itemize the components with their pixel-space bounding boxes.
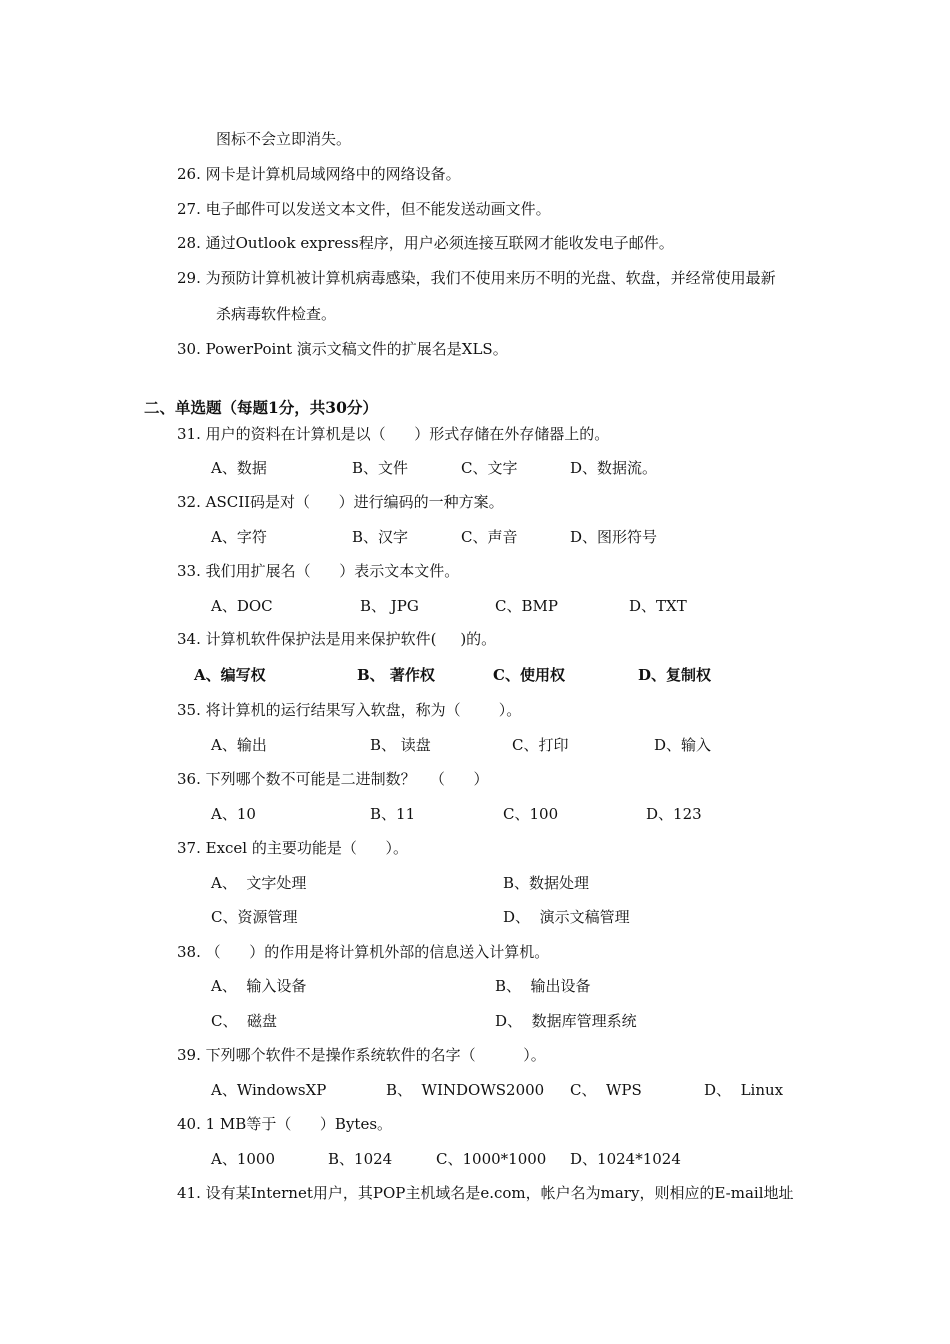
question-37-option-c: C、资源管理 xyxy=(211,908,298,926)
section-title-single-choice: 二、单选题（每题1分，共30分） xyxy=(144,398,378,417)
question-34-option-c: C、使用权 xyxy=(493,666,565,684)
question-38-option-a: A、 输入设备 xyxy=(211,977,307,995)
question-32-option-b: B、汉字 xyxy=(352,528,409,546)
question-33-option-c: C、BMP xyxy=(495,597,558,615)
question-35-option-c: C、打印 xyxy=(512,736,569,754)
question-37-option-d: D、 演示文稿管理 xyxy=(503,908,630,926)
statement-26: 26. 网卡是计算机局域网络中的网络设备。 xyxy=(177,165,461,183)
question-41-stem: 41. 设有某Internet用户，其POP主机域名是e.com，帐户名为mary，则相应的E-mail地址 xyxy=(177,1184,794,1202)
question-31-option-b: B、文件 xyxy=(352,459,409,477)
question-36-stem: 36. 下列哪个数不可能是二进制数？ （ ） xyxy=(177,770,489,788)
question-36-option-d: D、123 xyxy=(646,805,702,823)
question-36-option-a: A、10 xyxy=(211,805,256,823)
statement-29-continuation: 杀病毒软件检查。 xyxy=(216,305,337,323)
question-35-option-a: A、输出 xyxy=(211,736,267,754)
question-40-option-c: C、1000*1000 xyxy=(436,1150,547,1168)
question-33-option-a: A、DOC xyxy=(211,597,273,615)
question-39-option-a: A、WindowsXP xyxy=(211,1081,327,1099)
question-33-option-d: D、TXT xyxy=(629,597,687,615)
question-37-stem: 37. Excel 的主要功能是（ ）。 xyxy=(177,839,408,857)
question-40-stem: 40. 1 MB等于（ ）Bytes。 xyxy=(177,1115,393,1133)
question-33-stem: 33. 我们用扩展名（ ）表示文本文件。 xyxy=(177,562,460,580)
question-38-option-c: C、 磁盘 xyxy=(211,1012,278,1030)
question-39-option-c: C、 WPS xyxy=(570,1081,642,1099)
question-40-option-d: D、1024*1024 xyxy=(570,1150,681,1168)
question-35-stem: 35. 将计算机的运行结果写入软盘，称为（ ）。 xyxy=(177,701,522,719)
question-32-stem: 32. ASCII码是对（ ）进行编码的一种方案。 xyxy=(177,493,504,511)
question-34-option-b: B、 著作权 xyxy=(357,666,435,684)
question-32-option-d: D、图形符号 xyxy=(570,528,658,546)
question-31-stem: 31. 用户的资料在计算机是以（ ）形式存储在外存储器上的。 xyxy=(177,425,610,443)
question-39-option-d: D、 Linux xyxy=(704,1081,784,1099)
question-32-option-a: A、字符 xyxy=(211,528,267,546)
question-35-option-b: B、 读盘 xyxy=(370,736,431,754)
question-38-option-d: D、 数据库管理系统 xyxy=(495,1012,637,1030)
statement-30: 30. PowerPoint 演示文稿文件的扩展名是XLS。 xyxy=(177,340,508,358)
question-31-option-a: A、数据 xyxy=(211,459,267,477)
question-34-stem: 34. 计算机软件保护法是用来保护软件( )的。 xyxy=(177,630,497,648)
question-32-option-c: C、声音 xyxy=(461,528,518,546)
question-39-option-b: B、 WINDOWS2000 xyxy=(386,1081,545,1099)
question-36-option-b: B、11 xyxy=(370,805,416,823)
statement-29: 29. 为预防计算机被计算机病毒感染，我们不使用来历不明的光盘、软盘，并经常使用最新 xyxy=(177,269,776,287)
question-38-option-b: B、 输出设备 xyxy=(495,977,591,995)
paragraph-continuation: 图标不会立即消失。 xyxy=(216,130,352,148)
question-34-option-a: A、编写权 xyxy=(194,666,266,684)
question-39-stem: 39. 下列哪个软件不是操作系统软件的名字（ ）。 xyxy=(177,1046,546,1064)
question-38-stem: 38. （ ）的作用是将计算机外部的信息送入计算机。 xyxy=(177,943,550,961)
question-36-option-c: C、100 xyxy=(503,805,559,823)
question-31-option-d: D、数据流。 xyxy=(570,459,658,477)
question-40-option-a: A、1000 xyxy=(211,1150,276,1168)
statement-28: 28. 通过Outlook express程序，用户必须连接互联网才能收发电子邮件。 xyxy=(177,234,674,252)
question-34-option-d: D、复制权 xyxy=(638,666,712,684)
question-31-option-c: C、文字 xyxy=(461,459,518,477)
question-33-option-b: B、 JPG xyxy=(360,597,419,615)
question-35-option-d: D、输入 xyxy=(654,736,712,754)
statement-27: 27. 电子邮件可以发送文本文件，但不能发送动画文件。 xyxy=(177,200,551,218)
question-37-option-b: B、数据处理 xyxy=(503,874,590,892)
question-37-option-a: A、 文字处理 xyxy=(211,874,307,892)
question-40-option-b: B、1024 xyxy=(328,1150,393,1168)
